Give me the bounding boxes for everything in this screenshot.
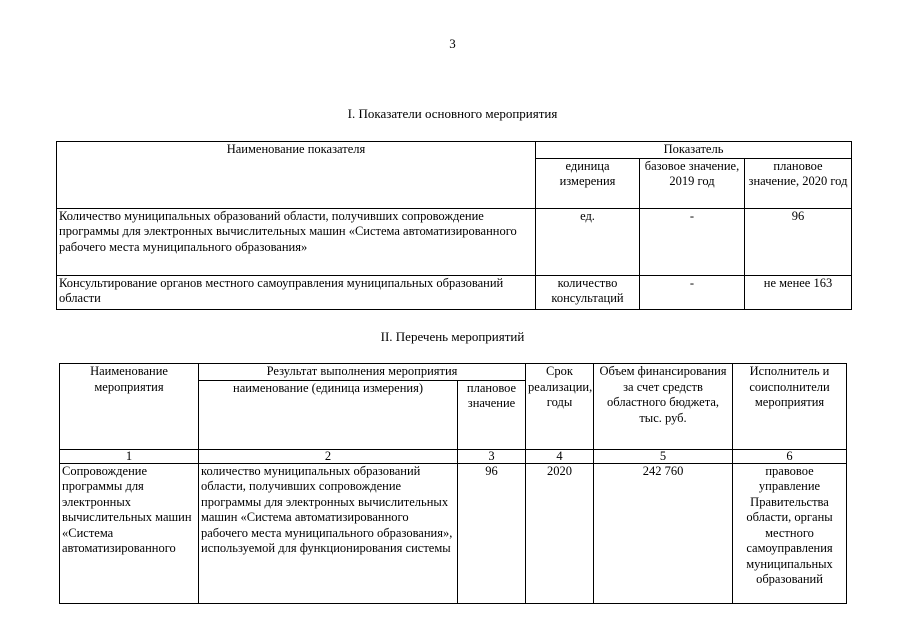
funding-cell: 242 760 [594, 463, 733, 603]
table-row [57, 275, 852, 309]
plan-value-cell: не менее 163 [745, 275, 852, 309]
column-number: 4 [526, 449, 594, 463]
base-value-cell: - [640, 208, 745, 275]
column-number: 3 [458, 449, 526, 463]
header-result-name: наименование (единица измерения) [199, 380, 458, 449]
table-row [57, 208, 852, 275]
header-indicator: Показатель [536, 142, 852, 159]
column-number: 1 [60, 449, 199, 463]
indicators-table [56, 141, 852, 310]
header-unit: единица измерения [536, 158, 640, 208]
unit-cell: количество консультаций [536, 275, 640, 309]
section-1-title: I. Показатели основного мероприятия [347, 106, 558, 121]
indicator-name-cell: Консультирование органов местного самоуправления муниципальных образований области [57, 275, 536, 309]
header-term: Срок реализации, годы [526, 364, 594, 450]
unit-cell: ед. [536, 208, 640, 275]
header-funding: Объем финансирования за счет средств областного бюджета, тыс. руб. [594, 364, 733, 450]
activities-table [59, 363, 847, 604]
planned-value-cell: 96 [458, 463, 526, 603]
column-number: 5 [594, 449, 733, 463]
section-2-title: II. Перечень мероприятий [380, 329, 525, 344]
term-cell: 2020 [526, 463, 594, 603]
column-number: 6 [733, 449, 847, 463]
page-number: 3 [449, 36, 456, 51]
executor-cell: правовое управление Правительства области, органы местного самоуправления муниципальных образований [733, 463, 847, 603]
header-result: Результат выполнения мероприятия [199, 364, 526, 381]
header-planned-value: плановое значение [458, 380, 526, 449]
header-indicator-name: Наименование показателя [57, 142, 536, 209]
plan-value-cell: 96 [745, 208, 852, 275]
column-number: 2 [199, 449, 458, 463]
header-executor: Исполнитель и соисполнители мероприятия [733, 364, 847, 450]
header-base-value: базовое значение, 2019 год [640, 158, 745, 208]
header-activity-name: Наименование мероприятия [60, 364, 199, 450]
table-row [60, 463, 847, 603]
indicator-name-cell: Количество муниципальных образований области, получивших сопровождение программы для электронных вычислительных машин «Система автоматизированного рабочего места муниципального образования» [57, 208, 536, 275]
result-name-cell: количество муниципальных образований области, получивших сопровождение программы для электронных вычислительных машин «Система автоматизированного рабочего места муниципального образования», используемой для функционирования системы [199, 463, 458, 603]
header-plan-value: плановое значение, 2020 год [745, 158, 852, 208]
base-value-cell: - [640, 275, 745, 309]
activity-name-cell: Сопровождение программы для электронных вычислительных машин «Система автоматизированного [60, 463, 199, 603]
